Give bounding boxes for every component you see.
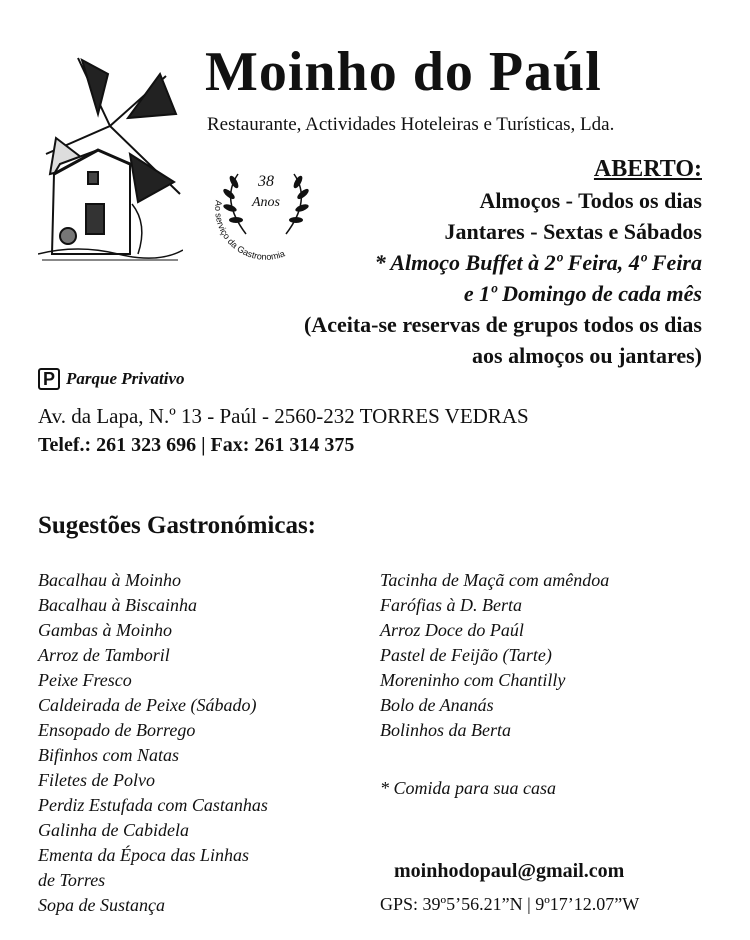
list-item: Arroz Doce do Paúl bbox=[380, 620, 524, 640]
list-item: de Torres bbox=[38, 870, 106, 890]
list-item: Ensopado de Borrego bbox=[38, 720, 196, 740]
badge-years: 38 bbox=[258, 173, 274, 190]
phone-fax: Telef.: 261 323 696 | Fax: 261 314 375 bbox=[38, 434, 355, 456]
list-item: Bolo de Ananás bbox=[380, 695, 494, 715]
hours-line: aos almoços ou jantares) bbox=[472, 343, 702, 368]
list-item: Sopa de Sustança bbox=[38, 895, 165, 915]
list-item: Bacalhau à Biscainha bbox=[38, 595, 197, 615]
email-address: moinhodopaul@gmail.com bbox=[394, 860, 625, 882]
hours-line: (Aceita-se reservas de grupos todos os dias bbox=[303, 312, 702, 337]
list-item: Moreninho com Chantilly bbox=[380, 670, 566, 690]
list-item: Farófias à D. Berta bbox=[380, 595, 522, 615]
list-item: Galinha de Cabidela bbox=[38, 820, 189, 840]
address: Av. da Lapa, N.º 13 - Paúl - 2560-232 TORRES VEDRAS bbox=[38, 404, 529, 428]
list-item: Caldeirada de Peixe (Sábado) bbox=[38, 695, 257, 715]
menu-list-right bbox=[380, 568, 720, 743]
suggestions-title: Sugestões Gastronómicas: bbox=[38, 512, 317, 539]
parking-icon: P bbox=[38, 368, 60, 390]
page-subtitle: Restaurante, Actividades Hoteleiras e Turísticas, Lda. bbox=[207, 114, 615, 135]
hours-line: e 1º Domingo de cada mês bbox=[463, 281, 702, 306]
opening-hours-title: ABERTO: bbox=[593, 156, 702, 182]
list-item: Bacalhau à Moinho bbox=[38, 570, 181, 590]
list-item: Gambas à Moinho bbox=[38, 620, 172, 640]
list-item: Bifinhos com Natas bbox=[38, 745, 180, 765]
opening-hours bbox=[304, 154, 702, 371]
list-item: Tacinha de Maçã com amêndoa bbox=[380, 570, 610, 590]
list-item: Arroz de Tamboril bbox=[38, 645, 170, 665]
takeaway-footnote: * Comida para sua casa bbox=[380, 778, 557, 798]
badge-years-label: Anos bbox=[252, 195, 280, 210]
list-item: Pastel de Feijão (Tarte) bbox=[380, 645, 552, 665]
menu-list-left bbox=[38, 568, 358, 918]
list-item: Ementa da Época das Linhas bbox=[38, 845, 249, 865]
hours-line: * Almoço Buffet à 2º Feira, 4º Feira bbox=[374, 250, 702, 275]
badge-arc-text: Ao serviço da Gastronomia bbox=[213, 199, 287, 262]
hours-line: Jantares - Sextas e Sábados bbox=[444, 219, 702, 244]
page-title: Moinho do Paúl bbox=[205, 41, 602, 103]
list-item: Peixe Fresco bbox=[38, 670, 132, 690]
list-item: Perdiz Estufada com Castanhas bbox=[38, 795, 268, 815]
parking-info bbox=[38, 368, 185, 390]
hours-line: Almoços - Todos os dias bbox=[479, 188, 702, 213]
windmill-logo bbox=[38, 54, 183, 264]
parking-label: Parque Privativo bbox=[66, 369, 185, 388]
gps-coordinates: GPS: 39º5’56.21”N | 9º17’12.07”W bbox=[380, 894, 640, 914]
list-item: Filetes de Polvo bbox=[38, 770, 155, 790]
list-item: Bolinhos da Berta bbox=[380, 720, 511, 740]
